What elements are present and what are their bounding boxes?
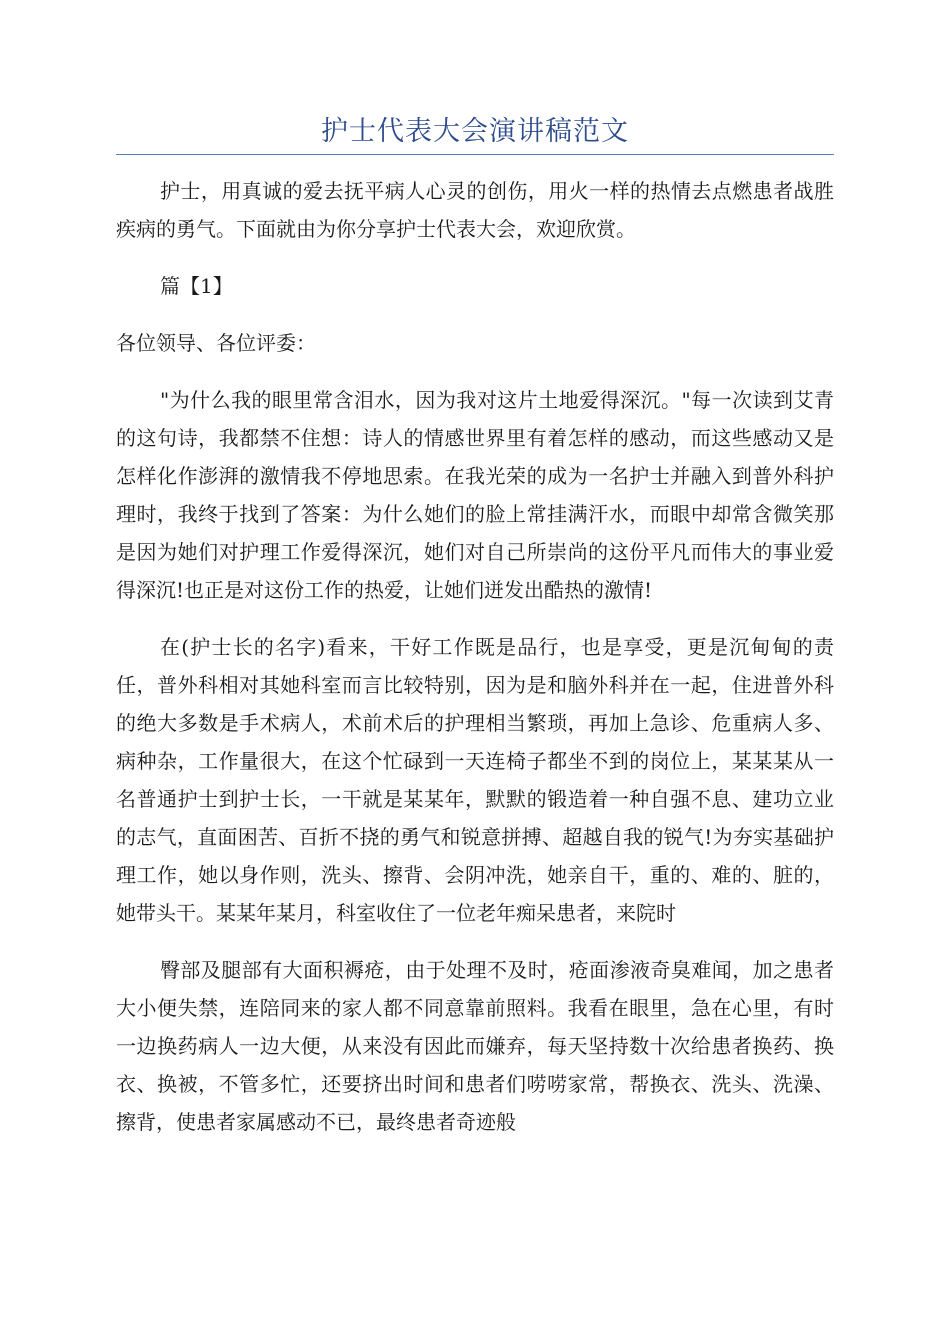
title-underline <box>116 154 834 155</box>
document-title: 护士代表大会演讲稿范文 <box>321 116 629 147</box>
intro-paragraph: 护士，用真诚的爱去抚平病人心灵的创伤，用火一样的热情去点燃患者战胜疾病的勇气。下面就由为你分享护士代表大会，欢迎欣赏。 <box>116 179 834 241</box>
body-paragraph: "为什么我的眼里常含泪水，因为我对这片土地爱得深沉。"每一次读到艾青的这句诗，我都禁不住想：诗人的情感世界里有着怎样的感动，而这些感动又是怎样化作澎湃的激情我不停地思索。在我光荣的成为一名护士并融入到普外科护理时，我终于找到了答案：为什么她们的脸上常挂满汗水，而眼中却常含微笑那是因为她们对护理工作爱得深沉，她们对自己所崇尚的这份平凡而伟大的事业爱得深沉!也正是对这份工作的热爱，让她们迸发出酷热的激情! <box>116 388 834 602</box>
body-paragraph: 在(护士长的名字)看来，干好工作既是品行，也是享受，更是沉甸甸的责任，普外科相对其她科室而言比较特别，因为是和脑外科并在一起，住进普外科的绝大多数是手术病人，术前术后的护理相当繁琐，再加上急诊、危重病人多、病种杂，工作量很大，在这个忙碌到一天连椅子都坐不到的岗位上，某某某从一名普通护士到护士长，一干就是某某年，默默的锻造着一种自强不息、建功立业的志气，直面困苦、百折不挠的勇气和锐意拼搏、超越自我的锐气!为夯实基础护理工作，她以身作则，洗头、擦背、会阴冲洗，她亲自干，重的、难的、脏的，她带头干。某某年某月，科室收住了一位老年痴呆患者，来院时 <box>116 635 834 925</box>
salutation: 各位领导、各位评委： <box>116 331 316 355</box>
document-body <box>116 172 834 1160</box>
section-heading: 篇【1】 <box>160 274 233 298</box>
body-paragraph: 臀部及腿部有大面积褥疮，由于处理不及时，疮面渗液奇臭难闻，加之患者大小便失禁，连陪同来的家人都不同意靠前照料。我看在眼里，急在心里，有时一边换药病人一边大便，从来没有因此而嫌弃，每天坚持数十次给患者换药、换衣、换被，不管多忙，还要挤出时间和患者们唠唠家常，帮换衣、洗头、洗澡、擦背，使患者家属感动不已，最终患者奇迹般 <box>116 958 834 1134</box>
